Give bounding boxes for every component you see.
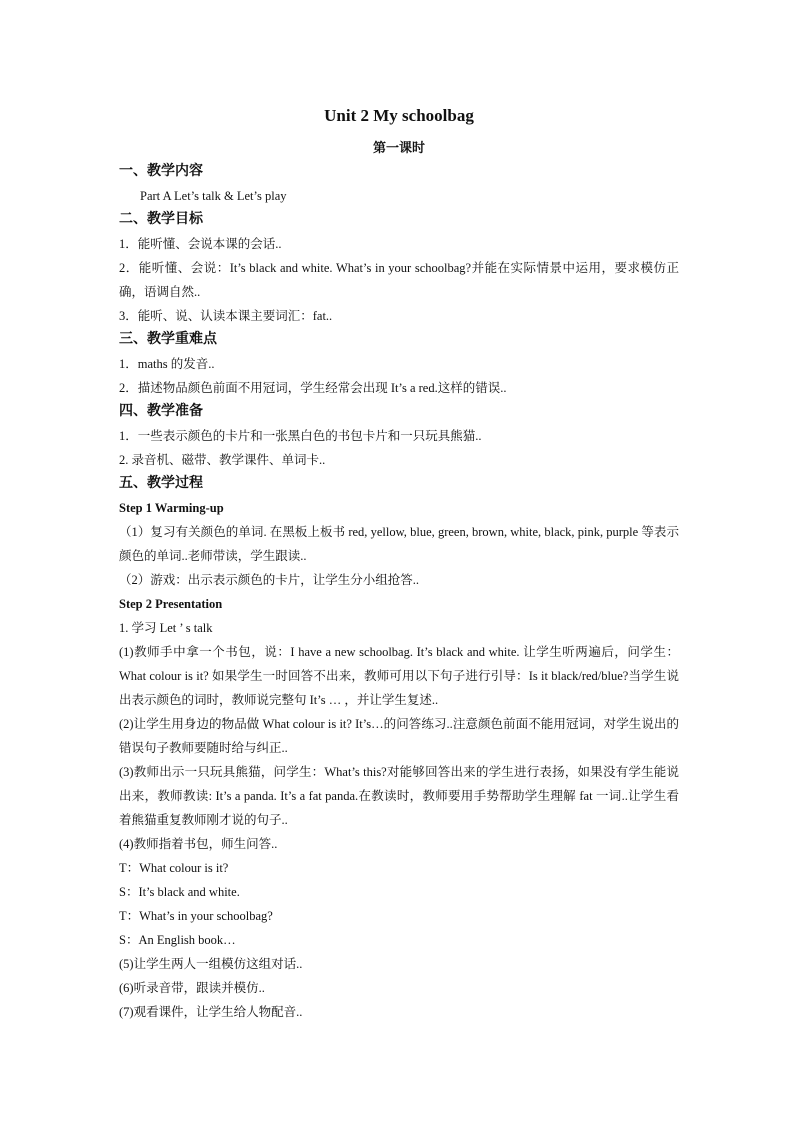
step-line: (1)教师手中拿一个书包，说：I have a new schoolbag. It’s black and white. 让学生听两遍后，问学生：What colour is it? 如果学生一时回答不出来，教师可用以下句子进行引导：Is it black/red/blue?当学生说出表示颜色的词时，教师说完整句 It’s … ，并让学生复述.. <box>119 645 679 707</box>
dialogue-line: S：An English book… <box>119 933 236 947</box>
dialogue-line: S：It’s black and white. <box>119 885 240 899</box>
step-line: (4)教师指着书包，师生问答.. <box>119 837 278 851</box>
document-title: Unit 2 My schoolbag <box>324 106 474 125</box>
section-line: 3．能听、说、认读本课主要词汇：fat.. <box>119 309 333 323</box>
step-line: （2）游戏：出示表示颜色的卡片，让学生分小组抢答.. <box>119 573 420 587</box>
dialogue-line: T：What’s in your schoolbag? <box>119 909 273 923</box>
section-line: 1．maths 的发音.. <box>119 357 215 371</box>
section-heading-preparation: 四、教学准备 <box>119 404 203 419</box>
section-line: 2．描述物品颜色前面不用冠词，学生经常会出现 It’s a red.这样的错误.. <box>119 381 507 395</box>
section-line: Part A Let’s talk & Let’s play <box>140 189 287 203</box>
document-page <box>119 104 679 1024</box>
section-heading-process: 五、教学过程 <box>119 476 203 491</box>
step-heading-warmup: Step 1 Warming-up <box>119 501 224 515</box>
step-line: 1. 学习 Let ’ s talk <box>119 621 213 635</box>
step-line: (2)让学生用身边的物品做 What colour is it? It’s…的问答练习..注意颜色前面不能用冠词，对学生说出的错误句子教师要随时给与纠正.. <box>119 717 679 755</box>
section-line: 2．能听懂、会说：It’s black and white. What’s in your schoolbag?并能在实际情景中运用，要求模仿正确，语调自然.. <box>119 261 679 299</box>
section-line: 1．能听懂、会说本课的会话.. <box>119 237 282 251</box>
step-line: (6)听录音带，跟读并模仿.. <box>119 981 265 995</box>
section-line: 2. 录音机、磁带、教学课件、单词卡.. <box>119 453 326 467</box>
step-line: （1）复习有关颜色的单词. 在黑板上板书 red, yellow, blue, green, brown, white, black, pink, purple 等表示颜色的单词..老师带读，学生跟读.. <box>119 525 679 563</box>
step-line: (5)让学生两人一组模仿这组对话.. <box>119 957 303 971</box>
step-line: (7)观看课件，让学生给人物配音.. <box>119 1005 303 1019</box>
dialogue-line: T：What colour is it? <box>119 861 229 875</box>
step-heading-presentation: Step 2 Presentation <box>119 597 223 611</box>
section-heading-content: 一、教学内容 <box>119 164 203 179</box>
section-heading-difficulties: 三、教学重难点 <box>119 332 217 347</box>
step-line: (3)教师出示一只玩具熊猫，问学生：What’s this?对能够回答出来的学生进行表扬，如果没有学生能说出来，教师教读: It’s a panda. It’s a fat panda.在教读时，教师要用手势帮助学生理解 fat 一词..让学生看着熊猫重复教师刚才说的句子.. <box>119 765 679 827</box>
lesson-subtitle: 第一课时 <box>372 140 425 155</box>
section-line: 1．一些表示颜色的卡片和一张黑白色的书包卡片和一只玩具熊猫.. <box>119 429 482 443</box>
section-heading-goals: 二、教学目标 <box>119 212 203 227</box>
